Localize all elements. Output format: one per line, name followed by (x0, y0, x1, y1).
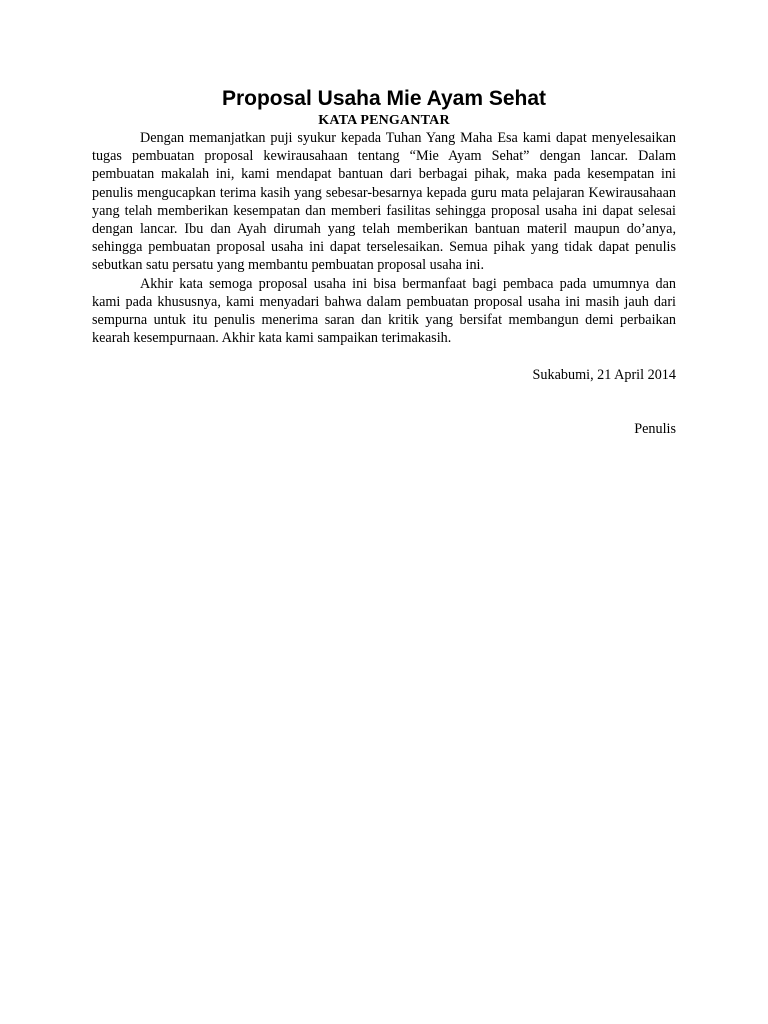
document-body (92, 86, 676, 438)
paragraph-2: Akhir kata semoga proposal usaha ini bisa bermanfaat bagi pembaca pada umumnya dan kami pada khususnya, kami menyadari bahwa dalam pembuatan proposal usaha ini masih jauh dari sempurna untuk itu penulis menerima saran dan kritik yang bersifat membangun demi perbaikan kearah kesempurnaan. Akhir kata kami sampaikan terimakasih. (92, 275, 676, 347)
place-date: Sukabumi, 21 April 2014 (532, 367, 676, 384)
document-title: Proposal Usaha Mie Ayam Sehat (221, 87, 547, 110)
section-heading: KATA PENGANTAR (318, 113, 450, 128)
paragraph-1: Dengan memanjatkan puji syukur kepada Tuhan Yang Maha Esa kami dapat menyelesaikan tugas pembuatan proposal kewirausahaan tentang “Mie Ayam Sehat” dengan lancar. Dalam pembuatan makalah ini, kami mendapat bantuan dari berbagai pihak, maka pada kesempatan ini penulis mengucapkan terima kasih yang sebesar-besarnya kepada guru mata pelajaran Kewirausahaan yang telah memberikan kesempatan dan memberi fasilitas sehingga proposal usaha ini dapat selesai dengan lancar. Ibu dan Ayah dirumah yang telah memberikan bantuan materil maupun do’anya, sehingga pembuatan proposal usaha ini dapat terselesaikan. Semua pihak yang tidak dapat penulis sebutkan satu persatu yang membantu pembuatan proposal usaha ini. (92, 130, 676, 274)
signer: Penulis (634, 421, 676, 438)
